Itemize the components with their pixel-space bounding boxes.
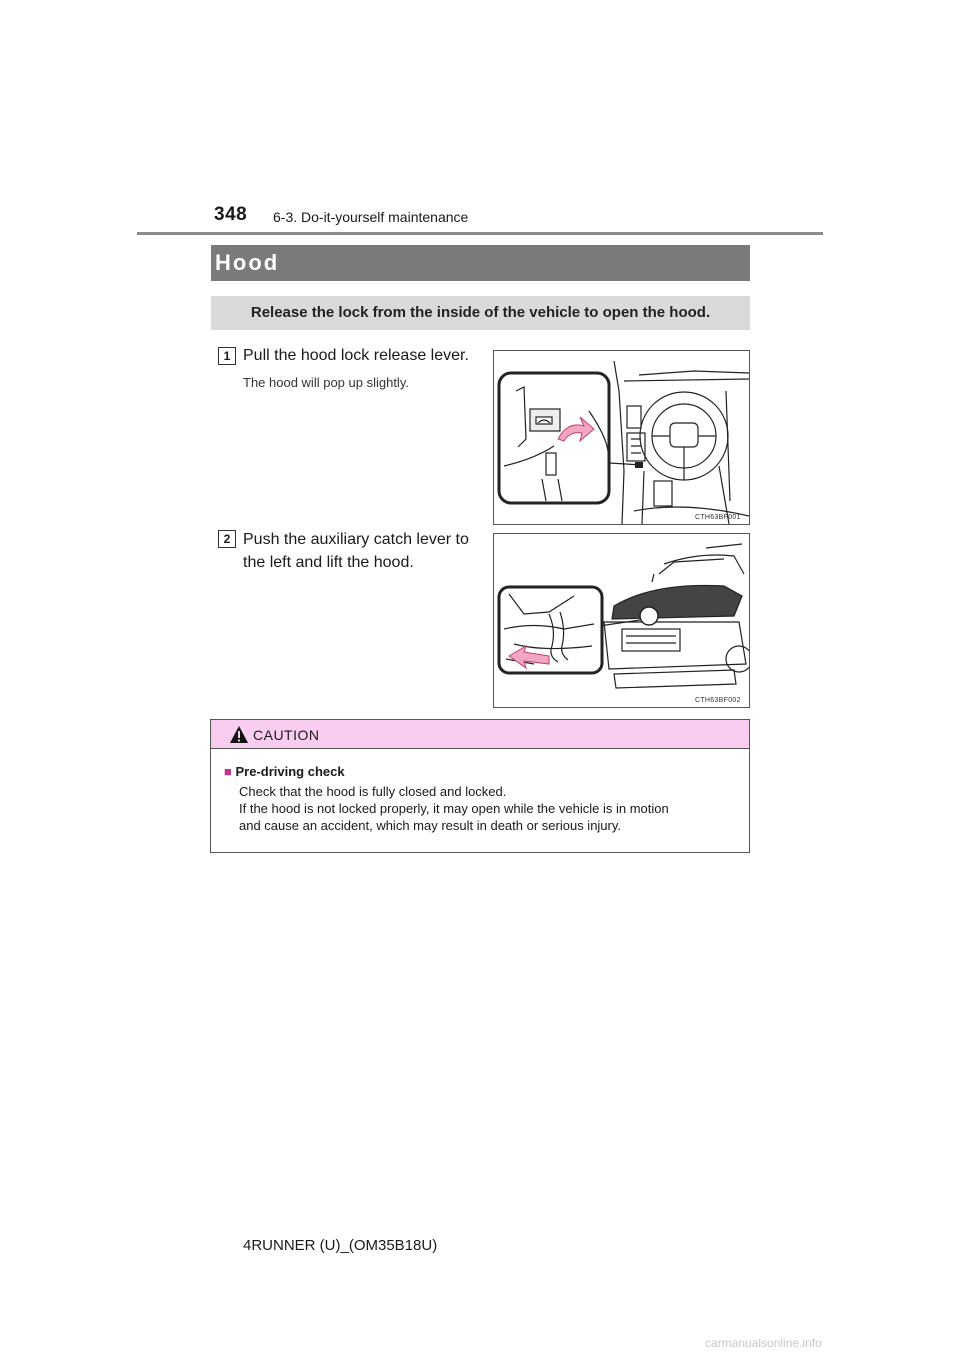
footer-model-code: 4RUNNER (U)_(OM35B18U) (243, 1237, 438, 1254)
figure-1-code: CTH63BF001 (695, 514, 741, 521)
step-1-note: The hood will pop up slightly. (243, 375, 409, 390)
auxiliary-catch-figure (493, 533, 750, 708)
caution-title (224, 764, 345, 779)
caution-line-3: and cause an accident, which may result in death or serious injury. (239, 818, 622, 833)
step-1-text: Pull the hood lock release lever. (243, 347, 469, 364)
caution-label: CAUTION (253, 727, 320, 743)
section-title: 6-3. Do-it-yourself maintenance (273, 209, 469, 225)
page-title: Hood (211, 245, 750, 281)
hood-release-lever-figure (493, 350, 750, 525)
caution-title-text: Pre-driving check (235, 764, 345, 779)
vehicle-front-illustration (494, 534, 749, 707)
caution-line-2: If the hood is not locked properly, it may open while the vehicle is in motion (239, 801, 669, 816)
caution-bullet: ■ (224, 764, 232, 779)
watermark-link[interactable]: carmanualsonline.info (705, 1336, 822, 1350)
caution-box (210, 719, 750, 853)
dashboard-illustration (494, 351, 749, 524)
page-number: 348 (214, 204, 248, 225)
step-2-badge: 2 (218, 530, 236, 548)
warning-triangle-icon (229, 725, 249, 744)
caution-body (239, 783, 744, 834)
header-rule (137, 232, 823, 235)
caution-header (211, 720, 749, 749)
step-2-text-line1: Push the auxiliary catch lever to (243, 531, 469, 548)
figure-2-code: CTH63BF002 (695, 697, 741, 704)
step-2-text-line2: the left and lift the hood. (243, 554, 414, 571)
intro-banner: Release the lock from the inside of the vehicle to open the hood. (211, 296, 750, 330)
step-1-badge: 1 (218, 347, 236, 365)
caution-line-1: Check that the hood is fully closed and locked. (239, 784, 507, 799)
